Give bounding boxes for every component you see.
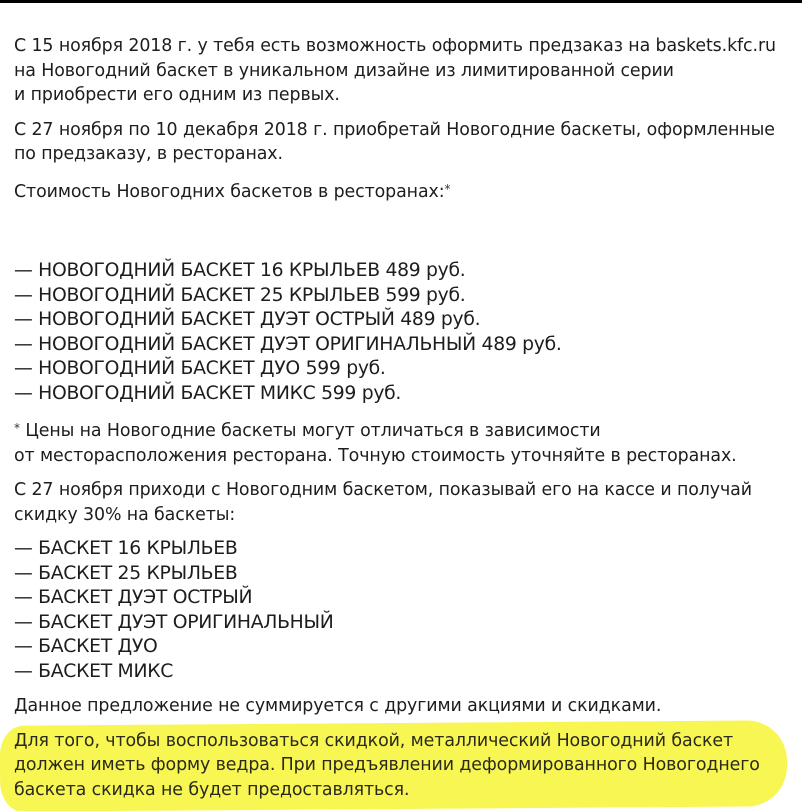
preorder-paragraph: С 15 ноября 2018 г. у тебя есть возможность оформить предзаказ на baskets.kfc.ru на Новогодний баскет в уникальном дизайне из лимитированной серии и приобрести его одним из первых. bbox=[14, 36, 776, 105]
discount-item: — БАСКЕТ МИКС bbox=[14, 660, 174, 682]
discount-item: — БАСКЕТ 25 КРЫЛЬЕВ bbox=[14, 562, 238, 584]
discount-item: — БАСКЕТ ДУЭТ ОРИГИНАЛЬНЫЙ bbox=[14, 611, 334, 633]
prices-heading bbox=[14, 177, 794, 205]
price-item: — НОВОГОДНИЙ БАСКЕТ МИКС 599 руб. bbox=[14, 382, 402, 404]
discount-list bbox=[14, 537, 794, 684]
condition-text: Для того, чтобы воспользоваться скидкой, металлический Новогодний баскет должен иметь форму ведра. При предъявлении деформированного Новогоднего баскета скидка не будет предоставляться. bbox=[14, 730, 760, 800]
pickup-paragraph: С 27 ноября по 10 декабря 2018 г. приобретай Новогодние баскеты, оформленные по предзаказу, в ресторанах. bbox=[14, 119, 775, 164]
prices-heading-text: Стоимость Новогодних баскетов в ресторанах: bbox=[14, 181, 445, 202]
price-item: — НОВОГОДНИЙ БАСКЕТ 25 КРЫЛЬЕВ 599 руб. bbox=[14, 284, 466, 306]
discount-paragraph: С 27 ноября приходи с Новогодним баскетом, показывай его на кассе и получай скидку 30% на баскеты: bbox=[14, 480, 752, 525]
highlighted-condition bbox=[14, 729, 794, 803]
discount-item: — БАСКЕТ 16 КРЫЛЬЕВ bbox=[14, 538, 238, 559]
footnote-text: Цены на Новогодние баскеты могут отличаться в зависимости от месторасположения ресторана. Точную стоимость уточняйте в ресторанах. bbox=[14, 421, 737, 466]
price-item: — НОВОГОДНИЙ БАСКЕТ ДУЭТ ОСТРЫЙ 489 руб. bbox=[14, 309, 481, 330]
offer-text bbox=[14, 34, 794, 802]
top-divider bbox=[0, 0, 802, 3]
price-item: — НОВОГОДНИЙ БАСКЕТ ДУЭТ ОРИГИНАЛЬНЫЙ 489 руб. bbox=[14, 333, 562, 355]
asterisk-mark: * bbox=[444, 181, 451, 196]
price-item: — НОВОГОДНИЙ БАСКЕТ ДУО 599 руб. bbox=[14, 358, 386, 379]
price-list bbox=[14, 259, 794, 406]
discount-item: — БАСКЕТ ДУЭТ ОСТРЫЙ bbox=[14, 587, 253, 608]
discount-item: — БАСКЕТ ДУО bbox=[14, 636, 158, 657]
not-combined-paragraph: Данное предложение не суммируется с другими акциями и скидками. bbox=[14, 696, 662, 716]
price-item: — НОВОГОДНИЙ БАСКЕТ 16 КРЫЛЬЕВ 489 руб. bbox=[14, 260, 466, 281]
price-footnote bbox=[14, 416, 794, 468]
footnote-asterisk: * bbox=[14, 421, 20, 435]
